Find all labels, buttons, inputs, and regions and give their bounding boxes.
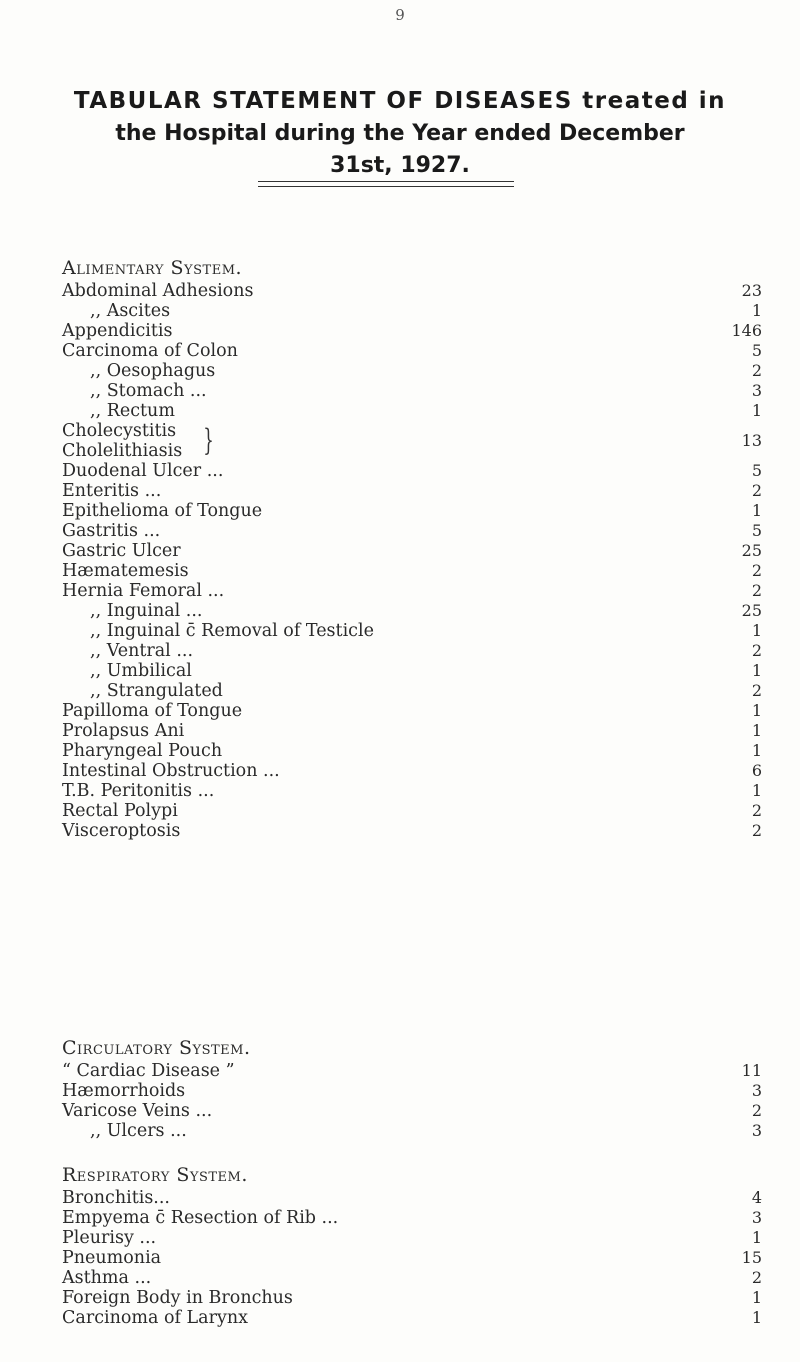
disease-name: Hæmorrhoids — [62, 1081, 191, 1101]
disease-name: “ Cardiac Disease ” — [62, 1061, 241, 1081]
disease-name: T.B. Peritonitis ... — [62, 781, 220, 801]
table-row — [62, 661, 762, 681]
disease-name: Pneumonia — [62, 1248, 167, 1268]
case-count: 4 — [751, 1188, 762, 1207]
title-rule-bottom — [258, 186, 514, 187]
case-count: 13 — [741, 431, 762, 450]
case-count: 2 — [751, 561, 762, 580]
table-row — [62, 1288, 762, 1308]
table-row — [62, 641, 762, 661]
case-count: 25 — [741, 541, 762, 560]
disease-name: ,, Stomach ... — [90, 381, 213, 401]
disease-name: Visceroptosis — [62, 821, 186, 841]
case-count: 23 — [741, 281, 762, 300]
disease-list — [62, 1188, 762, 1328]
table-row — [62, 1121, 762, 1141]
case-count: 5 — [751, 341, 762, 360]
disease-name: Asthma ... — [62, 1268, 157, 1288]
disease-name: Hæmatemesis — [62, 561, 195, 581]
title-line-2: the Hospital during the Year ended December — [115, 121, 685, 146]
table-row — [62, 701, 762, 721]
disease-name: ,, Rectum — [90, 401, 181, 421]
table-row — [62, 621, 762, 641]
table-row — [62, 381, 762, 401]
brace-icon: } — [203, 423, 214, 458]
table-row — [62, 321, 762, 341]
disease-name: Gastritis ... — [62, 521, 166, 541]
disease-name: Intestinal Obstruction ... — [62, 761, 286, 781]
table-row — [62, 681, 762, 701]
disease-name: ,, Ventral ... — [90, 641, 199, 661]
table-row — [62, 1308, 762, 1328]
disease-name: ,, Ulcers ... — [90, 1121, 193, 1141]
table-row — [62, 401, 762, 421]
disease-list — [62, 281, 762, 841]
section-title: Alimentary System. — [62, 257, 243, 279]
table-row — [62, 1248, 762, 1268]
disease-name: Epithelioma of Tongue — [62, 501, 268, 521]
disease-name: Carcinoma of Colon — [62, 341, 244, 361]
disease-name: ,, Strangulated — [90, 681, 229, 701]
disease-name: Abdominal Adhesions — [62, 281, 259, 301]
case-count: 1 — [751, 721, 762, 740]
table-row — [62, 501, 762, 521]
table-row — [62, 1101, 762, 1121]
title-line-3: 31st, 1927. — [330, 153, 470, 178]
table-row — [62, 801, 762, 821]
table-row — [62, 541, 762, 561]
case-count: 1 — [751, 661, 762, 680]
case-count: 15 — [741, 1248, 762, 1267]
case-count: 2 — [751, 361, 762, 380]
disease-name: Pharyngeal Pouch — [62, 741, 228, 761]
case-count: 2 — [751, 1101, 762, 1120]
disease-name: Cholecystitis — [62, 421, 182, 441]
disease-name: Prolapsus Ani — [62, 721, 190, 741]
case-count: 2 — [751, 581, 762, 600]
table-row — [62, 781, 762, 801]
disease-name: Empyema c̄ Resection of Rib ... — [62, 1208, 344, 1228]
table-row — [62, 1208, 762, 1228]
case-count: 1 — [751, 1228, 762, 1247]
case-count: 2 — [751, 641, 762, 660]
disease-name: Appendicitis — [62, 321, 178, 341]
case-count: 11 — [741, 1061, 762, 1080]
table-row — [62, 461, 762, 481]
alimentary-system-section — [62, 255, 762, 841]
case-count: 1 — [751, 401, 762, 420]
table-row — [62, 741, 762, 761]
case-count: 1 — [751, 501, 762, 520]
disease-list — [62, 1061, 762, 1141]
disease-name: ,, Ascites — [90, 301, 176, 321]
table-row — [62, 481, 762, 501]
table-row — [62, 1061, 762, 1081]
table-row — [62, 341, 762, 361]
page-number: 9 — [395, 6, 405, 24]
page-title — [0, 86, 800, 182]
disease-name: Varicose Veins ... — [62, 1101, 218, 1121]
case-count: 3 — [751, 1121, 762, 1140]
disease-name: Carcinoma of Larynx — [62, 1308, 254, 1328]
table-row — [62, 1188, 762, 1208]
table-row — [62, 601, 762, 621]
table-row — [62, 1081, 762, 1101]
case-count: 3 — [751, 381, 762, 400]
case-count: 2 — [751, 681, 762, 700]
case-count: 1 — [751, 741, 762, 760]
table-row — [62, 761, 762, 781]
disease-name: ,, Inguinal c̄ Removal of Testicle — [90, 621, 380, 641]
case-count: 1 — [751, 781, 762, 800]
section-title: Respiratory System. — [62, 1164, 248, 1186]
title-line-1: TABULAR STATEMENT OF DISEASES treated in — [73, 88, 727, 114]
case-count: 2 — [751, 801, 762, 820]
table-row — [62, 281, 762, 301]
table-row — [62, 521, 762, 541]
case-count: 2 — [751, 481, 762, 500]
disease-name: ,, Umbilical — [90, 661, 198, 681]
respiratory-system-section — [62, 1162, 762, 1328]
case-count: 5 — [751, 461, 762, 480]
disease-name: Gastric Ulcer — [62, 541, 187, 561]
case-count: 5 — [751, 521, 762, 540]
disease-name: Enteritis ... — [62, 481, 167, 501]
disease-name: Pleurisy ... — [62, 1228, 162, 1248]
section-title: Circulatory System. — [62, 1037, 251, 1059]
title-rule-top — [258, 181, 514, 182]
case-count: 1 — [751, 301, 762, 320]
case-count: 1 — [751, 701, 762, 720]
table-row — [62, 821, 762, 841]
case-count: 2 — [751, 1268, 762, 1287]
disease-name: Duodenal Ulcer ... — [62, 461, 229, 481]
disease-name: Papilloma of Tongue — [62, 701, 248, 721]
disease-name-secondary: Cholelithiasis — [62, 441, 188, 461]
table-row — [62, 1228, 762, 1248]
disease-name: ,, Inguinal ... — [90, 601, 209, 621]
table-row — [62, 1268, 762, 1288]
disease-name: Hernia Femoral ... — [62, 581, 230, 601]
table-row — [62, 581, 762, 601]
case-count: 2 — [751, 821, 762, 840]
circulatory-system-section — [62, 1035, 762, 1141]
case-count: 25 — [741, 601, 762, 620]
disease-name: ,, Oesophagus — [90, 361, 221, 381]
case-count: 1 — [751, 621, 762, 640]
table-row — [62, 561, 762, 581]
case-count: 3 — [751, 1208, 762, 1227]
disease-name: Rectal Polypi — [62, 801, 184, 821]
case-count: 1 — [751, 1308, 762, 1327]
case-count: 6 — [751, 761, 762, 780]
table-row — [62, 421, 762, 461]
case-count: 3 — [751, 1081, 762, 1100]
table-row — [62, 361, 762, 381]
case-count: 146 — [731, 321, 762, 340]
table-row — [62, 721, 762, 741]
disease-name: Bronchitis... — [62, 1188, 176, 1208]
case-count: 1 — [751, 1288, 762, 1307]
table-row — [62, 301, 762, 321]
disease-name: Foreign Body in Bronchus — [62, 1288, 299, 1308]
